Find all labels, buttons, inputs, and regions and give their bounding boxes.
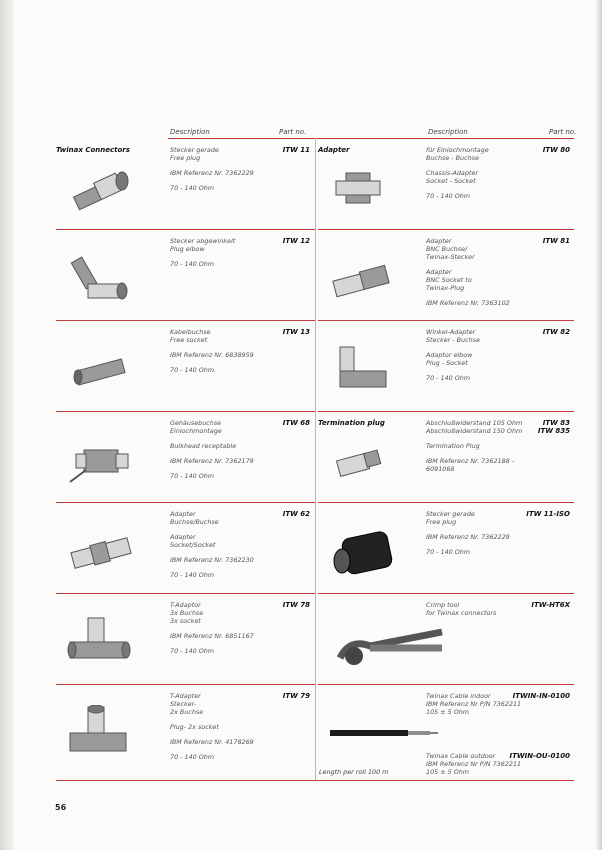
part-number-line: ITW 12: [282, 237, 310, 245]
description-line: IBM Referenz Nr. 7362188 -: [426, 457, 515, 465]
part-number: [500, 601, 570, 609]
bulkhead-socket-image: [66, 432, 136, 496]
part-number-line: ITW 68: [282, 419, 310, 427]
description-line: IBM Referenz Nr. 7362230: [170, 556, 254, 564]
description-gap: [170, 359, 254, 366]
description-line: IBM Referenz Nr. 4178269: [170, 738, 254, 746]
description-line: Crimp tool: [426, 601, 460, 609]
description-line: Termination Plug: [426, 442, 480, 450]
description-line: Twinax Cable outdoor: [426, 752, 496, 760]
product-description: [170, 692, 254, 761]
description-gap: [170, 746, 254, 753]
part-number-line: ITW 13: [282, 328, 310, 336]
description-line: 70 - 140 Ohm: [170, 647, 215, 655]
row-divider: [318, 229, 574, 230]
description-line: Plug- 2x socket: [170, 723, 219, 731]
description-line: Gehäusebuchse: [170, 419, 222, 427]
description-gap: [426, 367, 480, 374]
description-line: Adaptor elbow: [426, 351, 473, 359]
bnc-adapter-image: [326, 250, 396, 314]
row-divider: [56, 593, 315, 594]
description-gap: [426, 450, 522, 457]
chassis-adapter-image: [326, 159, 396, 223]
description-gap: [426, 261, 510, 268]
description-gap: [170, 549, 254, 556]
description-gap: [170, 564, 254, 571]
cable-socket-image: [66, 341, 136, 405]
twinax-cable-image: [330, 724, 440, 744]
description-gap: [426, 185, 489, 192]
description-line: Stecker gerade: [426, 510, 475, 518]
description-line: 70 - 140 Ohm: [426, 192, 471, 200]
part-number: [240, 146, 310, 154]
header-left-description: Description: [170, 128, 210, 136]
description-gap: [426, 344, 480, 351]
description-line: Free plug: [426, 518, 457, 526]
description-line: Twinax-Plug: [426, 284, 465, 292]
description-line: Abschlußwiderstand 150 Ohm: [426, 427, 523, 435]
description-gap: [170, 465, 254, 472]
description-gap: [170, 435, 254, 442]
cable-length-note: Length per roll 100 m: [319, 768, 389, 776]
termination-plug-image: [326, 432, 396, 496]
row-divider: [318, 684, 574, 685]
part-number-line: ITW 81: [542, 237, 570, 245]
description-line: IBM Referenz Nr P/N 7362211: [426, 700, 522, 708]
description-line: IBM Referenz Nr. 7362179: [170, 457, 254, 465]
description-gap: [426, 292, 510, 299]
row-divider: [56, 411, 315, 412]
part-number-line: ITW 78: [282, 601, 310, 609]
part-number-line: ITW 79: [282, 692, 310, 700]
description-line: 105 ± 5 Ohm: [426, 768, 470, 776]
part-number: [500, 419, 570, 435]
header-right-description: Description: [428, 128, 468, 136]
description-gap: [170, 177, 254, 184]
crimp-tool-image: [330, 618, 450, 682]
cable-indoor-partno: ITWIN-IN-0100: [512, 692, 570, 700]
description-line: Chassis-Adapter: [426, 169, 478, 177]
product-description: [426, 146, 489, 200]
description-line: IBM Referenz Nr P/N 7362211: [426, 760, 522, 768]
description-line: Adapter: [426, 237, 452, 245]
product-description: [426, 237, 510, 307]
description-line: Winkel-Adapter: [426, 328, 476, 336]
description-line: Adapter: [426, 268, 452, 276]
description-gap: [170, 344, 254, 351]
category-label: Adapter: [318, 146, 350, 154]
page-number: 56: [55, 803, 67, 812]
part-number: [240, 237, 310, 245]
straight-plug-image: [66, 159, 136, 223]
description-line: 70 - 140 Ohm: [170, 260, 215, 268]
description-gap: [170, 731, 254, 738]
part-number-line: ITW 835: [537, 427, 570, 435]
description-line: IBM Referenz Nr. 7363102: [426, 299, 510, 307]
description-line: 70 - 140 Ohm.: [170, 366, 217, 374]
description-line: 3x Buchse: [170, 609, 204, 617]
description-line: Stecker - Buchse: [426, 336, 480, 344]
description-gap: [426, 435, 522, 442]
row-divider: [56, 502, 315, 503]
product-description: [426, 328, 480, 382]
description-line: Plug elbow: [170, 245, 205, 253]
description-line: 70 - 140 Ohm: [170, 472, 215, 480]
t-adapter-socket-image: [66, 614, 136, 678]
description-line: IBM Referenz Nr. 7362229: [426, 533, 510, 541]
description-line: 3x socket: [170, 617, 201, 625]
product-description: [426, 510, 510, 556]
part-number: [240, 419, 310, 427]
elbow-plug-image: [66, 250, 136, 314]
description-line: 6091068: [426, 465, 455, 473]
cable-braid: [408, 731, 430, 735]
description-line: Buchse/Buchse: [170, 518, 219, 526]
part-number: [500, 328, 570, 336]
description-gap: [170, 162, 254, 169]
row-divider: [56, 684, 315, 685]
part-number-line: ITW 83: [542, 419, 570, 427]
part-number-line: ITW 62: [282, 510, 310, 518]
product-description: [170, 419, 254, 480]
description-line: Plug - Socket: [426, 359, 468, 367]
part-number-line: ITW-HT6X: [531, 601, 570, 609]
description-line: IBM Referenz Nr. 6851167: [170, 632, 254, 640]
t-adapter-plug-image: [66, 705, 136, 769]
description-gap: [170, 253, 235, 260]
description-line: 70 - 140 Ohm: [426, 374, 471, 382]
row-divider: [318, 320, 574, 321]
description-line: BNC Buchse/: [426, 245, 468, 253]
description-line: Kabelbuchse: [170, 328, 211, 336]
description-line: Einlochmontage: [170, 427, 222, 435]
part-number-line: ITW 80: [542, 146, 570, 154]
description-line: Socket/Socket: [170, 541, 216, 549]
description-line: 70 - 140 Ohm: [426, 548, 471, 556]
part-number: [240, 510, 310, 518]
category-label: Termination plug: [318, 419, 385, 427]
description-line: T-Adapter: [170, 692, 201, 700]
description-line: Buchse - Buchse: [426, 154, 479, 162]
part-number-line: ITW 11-ISO: [526, 510, 570, 518]
description-line: Free plug: [170, 154, 201, 162]
elbow-adapter-image: [326, 341, 396, 405]
page-right-edge: [596, 0, 602, 850]
category-label: Twinax Connectors: [56, 146, 130, 154]
description-gap: [170, 640, 254, 647]
description-line: 70 - 140 Ohm: [170, 571, 215, 579]
description-line: 2x Buchse: [170, 708, 204, 716]
row-divider: [318, 593, 574, 594]
description-line: Stecker gerade: [170, 146, 219, 154]
part-number-line: ITW 82: [542, 328, 570, 336]
product-description: [170, 601, 254, 655]
description-line: für Einlochmontage: [426, 146, 489, 154]
description-line: 70 - 140 Ohm: [170, 184, 215, 192]
description-line: IBM Referenz Nr. 6838959: [170, 351, 254, 359]
description-gap: [170, 450, 254, 457]
part-number: [500, 510, 570, 518]
part-number: [240, 692, 310, 700]
row-divider: [56, 320, 315, 321]
description-line: T-Adaptor: [170, 601, 201, 609]
description-gap: [426, 541, 510, 548]
description-gap: [170, 625, 254, 632]
description-line: BNC Socket to: [426, 276, 472, 284]
row-divider: [56, 229, 315, 230]
part-number-line: ITW 11: [282, 146, 310, 154]
product-description: [170, 510, 254, 579]
description-line: Twinax Cable indoor: [426, 692, 491, 700]
description-gap: [426, 162, 489, 169]
description-gap: [426, 526, 510, 533]
product-description: [170, 237, 235, 268]
column-divider: [315, 138, 316, 780]
header-rule: [168, 138, 574, 139]
description-line: Socket - Socket: [426, 177, 476, 185]
part-number: [240, 328, 310, 336]
description-line: Free socket: [170, 336, 208, 344]
description-line: Twinax-Stecker: [426, 253, 475, 261]
header-right-partno: Part no.: [549, 128, 577, 136]
description-gap: [170, 716, 254, 723]
description-line: for Twinax connectors: [426, 609, 497, 617]
row-divider: [318, 502, 574, 503]
description-line: Adapter: [170, 510, 196, 518]
bottom-rule: [56, 780, 574, 781]
product-description: [426, 601, 496, 617]
description-gap: [170, 526, 254, 533]
insulated-plug-image: [326, 523, 396, 587]
description-line: Stecker-: [170, 700, 197, 708]
description-line: Stecker abgewinkelt: [170, 237, 236, 245]
page-left-edge: [0, 0, 14, 850]
cable-outdoor-partno: ITWIN-OU-0100: [509, 752, 570, 760]
part-number: [240, 601, 310, 609]
description-line: Adapter: [170, 533, 196, 541]
description-line: Bulkhead receptable: [170, 442, 237, 450]
part-number: [500, 146, 570, 154]
description-line: 105 ± 5 Ohm: [426, 708, 470, 716]
description-line: IBM Referenz Nr. 7362229: [170, 169, 254, 177]
socket-adapter-image: [66, 523, 136, 587]
cable-jacket: [330, 730, 408, 736]
description-line: 70 - 140 Ohm: [170, 753, 215, 761]
description-line: Abschlußwiderstand 105 Ohm: [426, 419, 523, 427]
row-divider: [318, 411, 574, 412]
header-left-partno: Part no.: [279, 128, 307, 136]
part-number: [500, 237, 570, 245]
